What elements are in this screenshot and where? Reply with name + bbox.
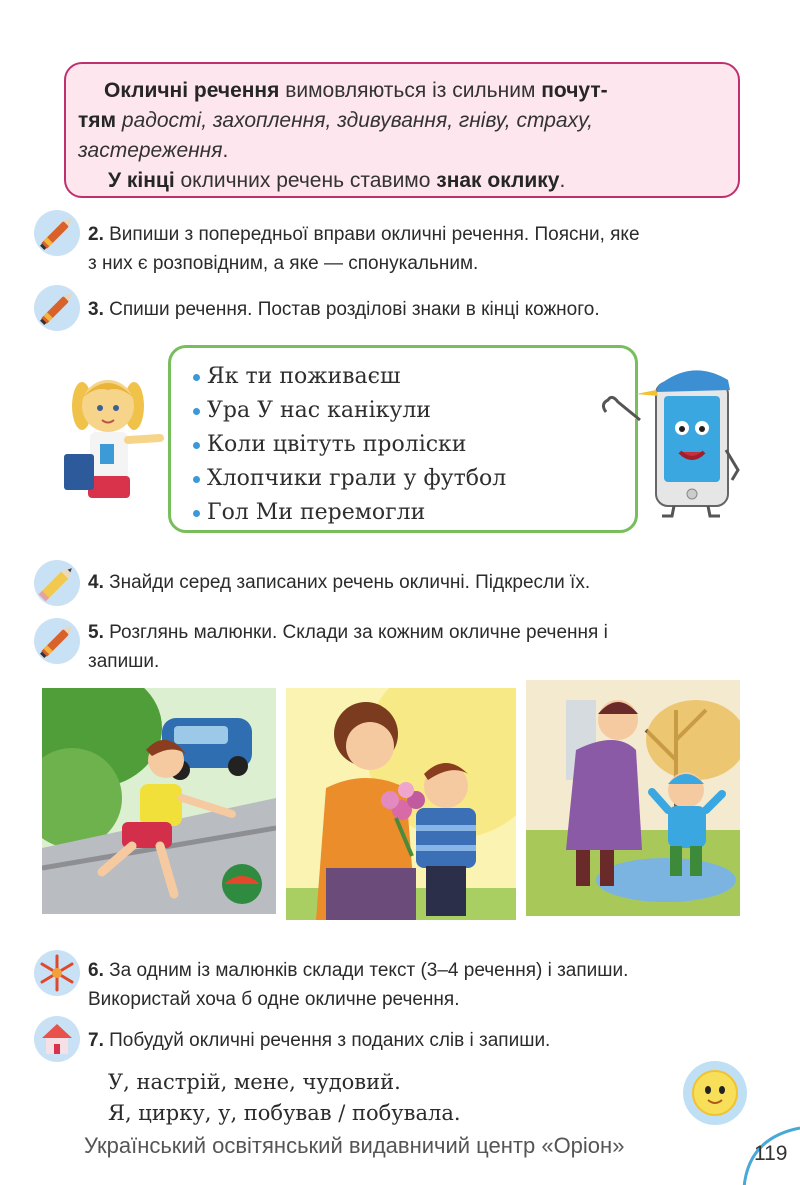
sentence-item: Ура У нас канікули — [207, 394, 635, 428]
task-3: 3. Спиши речення. Постав розділові знаки в кінці кожного. — [88, 299, 600, 320]
rule-text: Окличні речення вимовляються із сильним почут- — [104, 79, 608, 102]
house-icon — [34, 1016, 80, 1062]
rule-text-end: У кінці окличних речень ставимо знак оклику. — [108, 169, 566, 192]
sentence-item: Коли цвітуть проліски — [207, 428, 635, 462]
task-7: 7. Побудуй окличні речення з поданих слів і запиши. — [88, 1030, 551, 1051]
page-number: 119 — [740, 1124, 800, 1185]
picture-girl-ball — [42, 688, 276, 914]
rule-text-line2: тям радості, захоплення, здивування, гніву, страху, — [78, 109, 594, 132]
rule-term: Окличні речення — [104, 79, 280, 102]
picture-boy-flowers — [286, 688, 516, 920]
sentence-item: Хлопчики грали у футбол — [207, 462, 635, 496]
word-line-2: Я, цирку, у, побував / побувала. — [108, 1101, 461, 1125]
task-5: 5. Розглянь малюнки. Склади за кожним окличне речення і запиши. — [88, 622, 608, 672]
smiley-icon — [682, 1060, 748, 1126]
word-line-1: У, настрій, мене, чудовий. — [108, 1070, 401, 1094]
snowflake-icon — [34, 950, 80, 996]
picture-puddle — [526, 680, 740, 916]
task-4: 4. Знайди серед записаних речень окличні. Підкресли їх. — [88, 572, 591, 593]
task-6: 6. За одним із малюнків склади текст (3–4 речення) і запиши. Використай хоча б одне окличне речення. — [88, 960, 629, 1010]
sentence-item: Гол Ми перемогли — [207, 496, 635, 530]
pen-icon — [34, 210, 80, 256]
task-2: 2. Випиши з попередньої вправи окличні речення. Поясни, яке з них є розповідним, а яке — спонукальним. — [88, 224, 640, 274]
publisher-footer: Український освітянський видавничий центр «Оріон» — [84, 1133, 625, 1158]
pencil-icon — [34, 560, 80, 606]
phone-character-illustration — [596, 360, 746, 520]
rule-box — [64, 62, 740, 198]
sentence-item: Як ти поживаєш — [207, 360, 635, 394]
sentences-box — [168, 345, 638, 533]
rule-text-line3: застереження. — [78, 139, 229, 162]
girl-illustration — [60, 368, 175, 513]
pen-icon — [34, 618, 80, 664]
pen-icon — [34, 285, 80, 331]
